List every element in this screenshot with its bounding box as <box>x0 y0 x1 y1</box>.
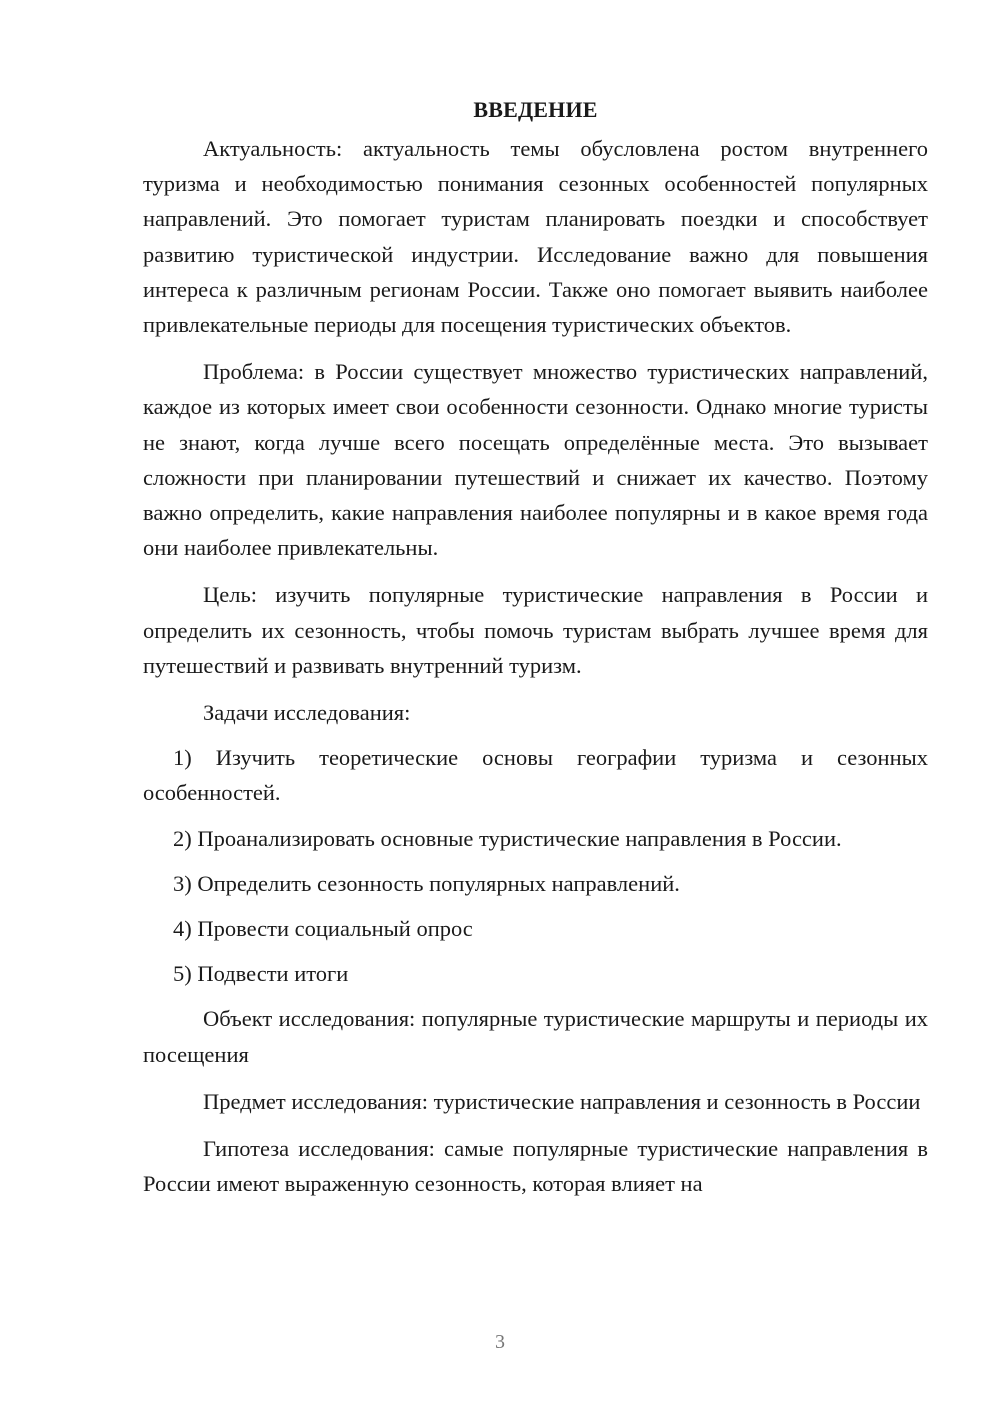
document-page <box>143 92 928 1213</box>
task-item: 4) Провести социальный опрос <box>173 916 473 942</box>
section-title: ВВЕДЕНИЕ <box>473 97 598 122</box>
relevance-paragraph: Актуальность: актуальность темы обусловлена ростом внутреннего туризма и необходимостью понимания сезонных особенностей популярных направлений. Это помогает туристам планировать поездки и способствует развитию туристической индустрии. Исследование важно для повышения интереса к различным регионам России. Также оно помогает выявить наиболее привлекательные периоды для посещения туристических объектов. <box>143 136 928 338</box>
task-item: 3) Определить сезонность популярных направлений. <box>173 870 680 896</box>
task-item: 2) Проанализировать основные туристические направления в России. <box>173 825 842 851</box>
goal-paragraph: Цель: изучить популярные туристические направления в России и определить их сезонность, чтобы помочь туристам выбрать лучшее время для путешествий и развивать внутренний туризм. <box>143 582 928 678</box>
task-item: 1) Изучить теоретические основы географии туризма и сезонных особенностей. <box>143 745 928 806</box>
subject-paragraph: Предмет исследования: туристические направления и сезонность в России <box>203 1088 921 1114</box>
tasks-heading: Задачи исследования: <box>203 700 411 726</box>
page-number: 3 <box>495 1331 505 1353</box>
hypothesis-paragraph: Гипотеза исследования: самые популярные туристические направления в России имеют выраженную сезонность, которая влияет на <box>143 1136 928 1197</box>
problem-paragraph: Проблема: в России существует множество туристических направлений, каждое из которых имеет свои особенности сезонности. Однако многие туристы не знают, когда лучше всего посещать определённые места. Это вызывает сложности при планировании путешествий и снижает их качество. Поэтому важно определить, какие направления наиболее популярны и в какое время года они наиболее привлекательны. <box>143 359 928 561</box>
task-item: 5) Подвести итоги <box>173 961 349 987</box>
object-paragraph: Объект исследования: популярные туристические маршруты и периоды их посещения <box>143 1006 928 1067</box>
